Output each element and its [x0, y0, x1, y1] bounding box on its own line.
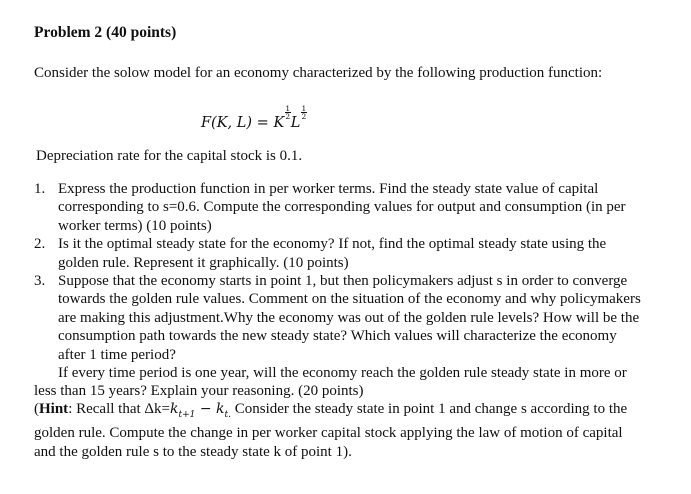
- hint-k-current: [216, 401, 232, 420]
- question-list: [34, 180, 646, 364]
- hint-minus: −: [195, 401, 217, 417]
- exponent-k-numerator: 1: [285, 104, 291, 113]
- question-number: 1.: [34, 181, 46, 197]
- question-number: 2.: [34, 236, 46, 253]
- question-item: [34, 180, 646, 235]
- exponent-k-denominator: 2: [285, 112, 291, 121]
- question-number: 3.: [34, 273, 46, 290]
- question-item: [34, 235, 646, 272]
- question-3-continuation-text: If every time period is one year, will the economy reach the golden rule steady state in more or less than 15 years? Explain your reasoning. (20 points): [34, 365, 627, 400]
- formula-exponent-l: [301, 105, 307, 121]
- exponent-l-numerator: 1: [301, 104, 307, 113]
- hint-prefix: : Recall that Δk=: [68, 401, 171, 417]
- question-text: Express the production function in per worker terms. Find the steady state value of capital corresponding to s=0.6. Compute the corresponding values for output and consumption (in per worker terms) (10 points): [58, 181, 626, 234]
- hint-paragraph: [34, 400, 646, 461]
- hint-label: Hint: [39, 401, 69, 417]
- question-text: Is it the optimal steady state for the economy? If not, find the optimal steady state using the golden rule. Represent it graphically. (10 points): [58, 236, 607, 271]
- problem-intro: Consider the solow model for an economy characterized by the following production function:: [34, 65, 603, 81]
- hint-k-next-base: k: [170, 401, 179, 417]
- depreciation-statement: Depreciation rate for the capital stock is 0.1.: [36, 148, 303, 164]
- formula-base-k: K: [273, 115, 285, 131]
- hint-k-next: [170, 401, 196, 420]
- question-text: Suppose that the economy starts in point 1, but then policymakers adjust s in order to converge towards the golden rule values. Comment on the situation of the economy and why policymakers are making this adjustment.Why the economy was out of the golden rule levels? How will be the consumption path towards the new steady state? Which values will characterize the economy after 1 time period?: [58, 273, 641, 363]
- formula-base-l: L: [290, 115, 301, 131]
- formula-expression: [201, 105, 307, 132]
- production-function-formula: [201, 97, 401, 131]
- hint-k-current-subscript: t.: [224, 409, 232, 420]
- hint-k-next-subscript: t+1: [178, 409, 196, 420]
- question-3-continuation: [34, 364, 646, 401]
- hint-open-paren: (: [34, 401, 39, 417]
- question-item: [34, 272, 646, 364]
- exponent-l-denominator: 2: [301, 112, 307, 121]
- hint-k-current-base: k: [216, 401, 225, 417]
- hint-suffix: Consider the steady state in point 1 and change s according to the golden rule. Compute the change in per worker capital stock applying the law of motion of capital and the golden rule s to the steady state k of point 1).: [34, 401, 628, 460]
- problem-title: Problem 2 (40 points): [34, 24, 177, 41]
- formula-lhs: F(K, L) =: [201, 115, 274, 131]
